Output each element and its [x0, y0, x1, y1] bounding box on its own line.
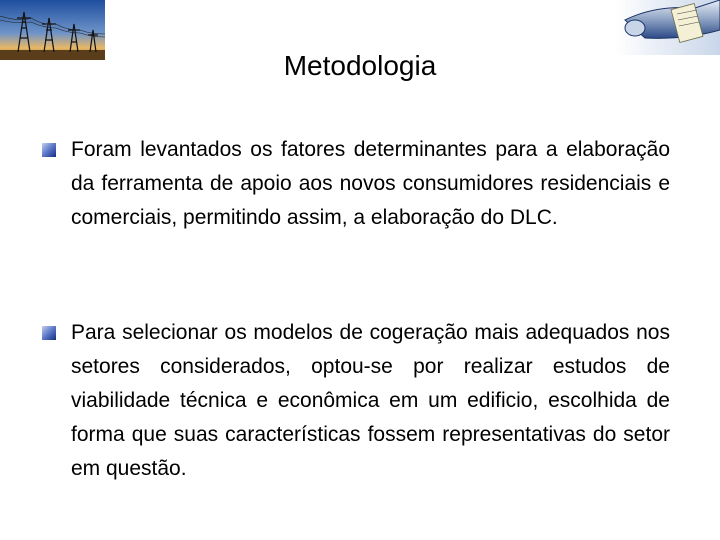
bullet-text: Foram levantados os fatores determinantes para a elaboração da ferramenta de apoio aos novos consumidores residenciais e comerciais, permitindo assim, a elaboração do DLC.	[71, 138, 670, 229]
bullet-item	[42, 316, 670, 486]
bullet-item	[42, 133, 670, 235]
square-bullet-icon	[42, 326, 56, 340]
bullet-text: Para selecionar os modelos de cogeração mais adequados nos setores considerados, optou-se por realizar estudos de viabilidade técnica e econômica em um edificio, escolhida de forma que suas características fossem representativas do setor em questão.	[71, 321, 670, 480]
slide-title: Metodologia	[283, 50, 437, 81]
square-bullet-icon	[42, 143, 56, 157]
gas-pipeline-image	[615, 0, 720, 55]
